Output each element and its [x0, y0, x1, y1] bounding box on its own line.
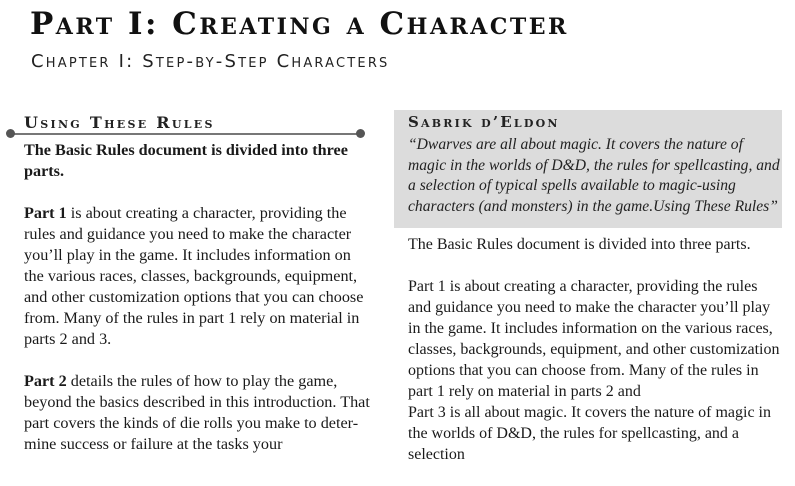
part-1-lead: Part 1 [24, 204, 67, 222]
rule-endpoint-left [6, 129, 15, 138]
part-1-paragraph [24, 203, 374, 350]
right-body-text [408, 234, 780, 486]
section-heading: Using These Rules [24, 113, 215, 132]
intro-paragraph: The Basic Rules document is divided into three parts. [24, 141, 348, 180]
part-2-paragraph [24, 371, 374, 455]
right-paragraph-3: Part 3 is all about magic. It covers the nature of magic in the worlds of D&D, the rules for spellcasting, and a selection [408, 404, 771, 463]
quote-text: “Dwarves are all about magic. It covers the nature of magic in the worlds of D&D, the rules for spellcasting, and a selection of typical spells available to magic-using characters (and monsters) in the game.Using These Rules” [408, 136, 780, 215]
quote-sidebar [394, 110, 782, 228]
part-title: Part I: Creating a Character [30, 6, 569, 42]
part-1-text: is about creating a character, providing the rules and guidance you need to make the character you’ll play in the game. It includes information on the various races, classes, backgrounds, equipment, and other customization options that you can choose from. Many of the rules in part 1 rely on material in parts 2 and 3. [24, 204, 364, 348]
part-2-text: details the rules of how to play the game, beyond the basics described in this introduction. That part covers the kinds of die rolls you make to deter-mine success or failure at the tasks your [24, 372, 370, 453]
right-paragraph-2: Part 1 is about creating a character, providing the rules and guidance you need to make the character you’ll play in the game. It includes information on the various races, classes, backgrounds, equipment, and other customization options that you can choose from. Many of the rules in part 1 rely on material in parts 2 and [408, 278, 780, 400]
heading-rule [10, 133, 360, 135]
part-2-lead: Part 2 [24, 372, 67, 390]
chapter-title: Chapter I: Step-by-Step Characters [31, 51, 390, 72]
rule-endpoint-right [356, 129, 365, 138]
right-paragraph-1: The Basic Rules document is divided into three parts. [408, 236, 751, 253]
quote-speaker: Sabrik d’Eldon [408, 113, 560, 131]
left-body-text [24, 140, 374, 476]
